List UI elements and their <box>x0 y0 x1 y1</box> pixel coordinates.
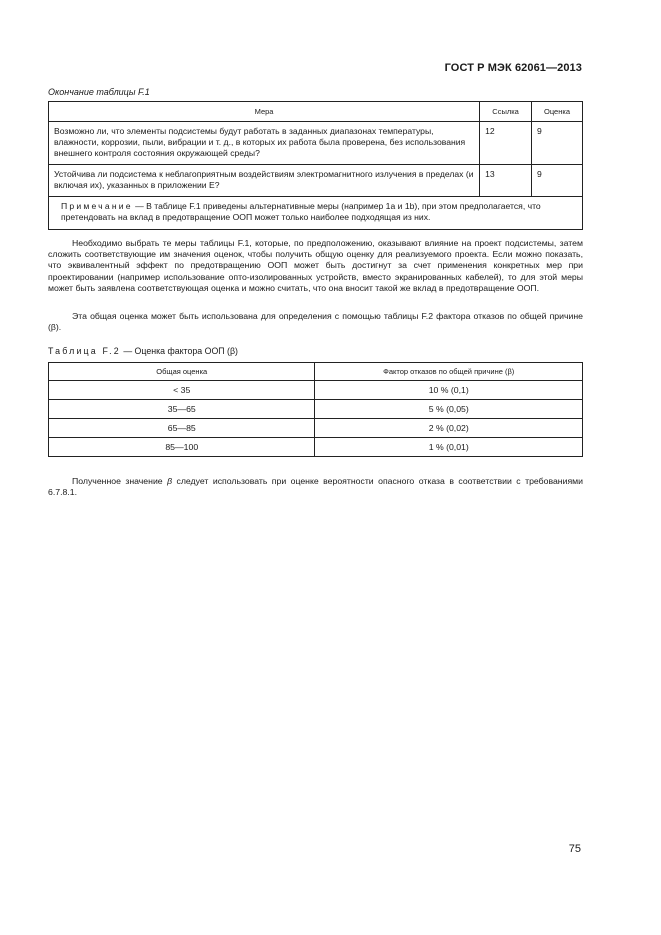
table-note-row <box>49 197 583 230</box>
ccf-factor-cell: 1 % (0,01) <box>315 438 583 457</box>
table-row <box>49 419 583 438</box>
table-row <box>49 400 583 419</box>
table-row <box>49 381 583 400</box>
column-header-reference: Ссылка <box>480 102 532 122</box>
table-f1 <box>48 101 583 230</box>
table-header-row <box>49 363 583 381</box>
table-f1-caption: Окончание таблицы F.1 <box>48 87 150 97</box>
table-f2-caption-text: — Оценка фактора ООП (β) <box>120 346 238 356</box>
column-header-ccf-factor: Фактор отказов по общей причине (β) <box>315 363 583 381</box>
table-row <box>49 122 583 165</box>
measure-cell: Устойчива ли подсистема к неблагоприятным воздействиям электромагнитного излучения в пределах (и включая их), указанных в приложении Е? <box>49 165 480 197</box>
paragraph-beta-usage: Полученное значение β следует использовать при оценке вероятности опасного отказа в соответствии с требованиями 6.7.8.1. <box>48 476 583 498</box>
measure-cell: Возможно ли, что элементы подсистемы будут работать в заданных диапазонах температуры, влажности, коррозии, пыли, вибрации и т. д., в которых их работа была проверена, без использования внешнего контроля состояния окружающей среды? <box>49 122 480 165</box>
table-row <box>49 438 583 457</box>
total-score-cell: 65—85 <box>49 419 315 438</box>
score-cell: 9 <box>532 165 583 197</box>
table-note <box>49 197 583 230</box>
column-header-total-score: Общая оценка <box>49 363 315 381</box>
reference-cell: 12 <box>480 122 532 165</box>
table-f2-caption-label: Таблица F.2 <box>48 346 121 356</box>
column-header-measure: Мера <box>49 102 480 122</box>
paragraph-total-score: Эта общая оценка может быть использована для определения с помощью таблицы F.2 фактора отказов по общей причине (β). <box>48 311 583 333</box>
ccf-factor-cell: 5 % (0,05) <box>315 400 583 419</box>
table-header-row <box>49 102 583 122</box>
total-score-cell: 85—100 <box>49 438 315 457</box>
table-row <box>49 165 583 197</box>
paragraph-select-measures: Необходимо выбрать те меры таблицы F.1, которые, по предположению, оказывают влияние на проект подсистемы, затем сложить соответствующие им значения оценок, чтобы получить общую оценку для реализуемого проекта. Если можно показать, что эквивалентный эффект по предотвращению ООП может быть достигнут за счет применения конкретных мер при проектировании (например использование опто-изолированных устройств, вместо экранированных кабелей), то для этой меры может быть заявлена соответствующая оценка и можно считать, что она вносит такой же вклад в предотвращение ООП. <box>48 238 583 293</box>
total-score-cell: 35—65 <box>49 400 315 419</box>
table-f2 <box>48 362 583 457</box>
total-score-cell: < 35 <box>49 381 315 400</box>
column-header-score: Оценка <box>532 102 583 122</box>
table-f2-caption <box>48 346 238 356</box>
ccf-factor-cell: 10 % (0,1) <box>315 381 583 400</box>
reference-cell: 13 <box>480 165 532 197</box>
note-text: — В таблице F.1 приведены альтернативные меры (например 1а и 1b), при этом предполагается, что претендовать на вклад в предотвращение ООП может только наиболее подходящая из них. <box>61 201 541 222</box>
standard-header: ГОСТ Р МЭК 62061—2013 <box>444 62 582 74</box>
beta-symbol: β <box>167 476 173 486</box>
score-cell: 9 <box>532 122 583 165</box>
note-label: Примечание <box>61 201 133 211</box>
ccf-factor-cell: 2 % (0,02) <box>315 419 583 438</box>
page-number: 75 <box>568 843 581 855</box>
